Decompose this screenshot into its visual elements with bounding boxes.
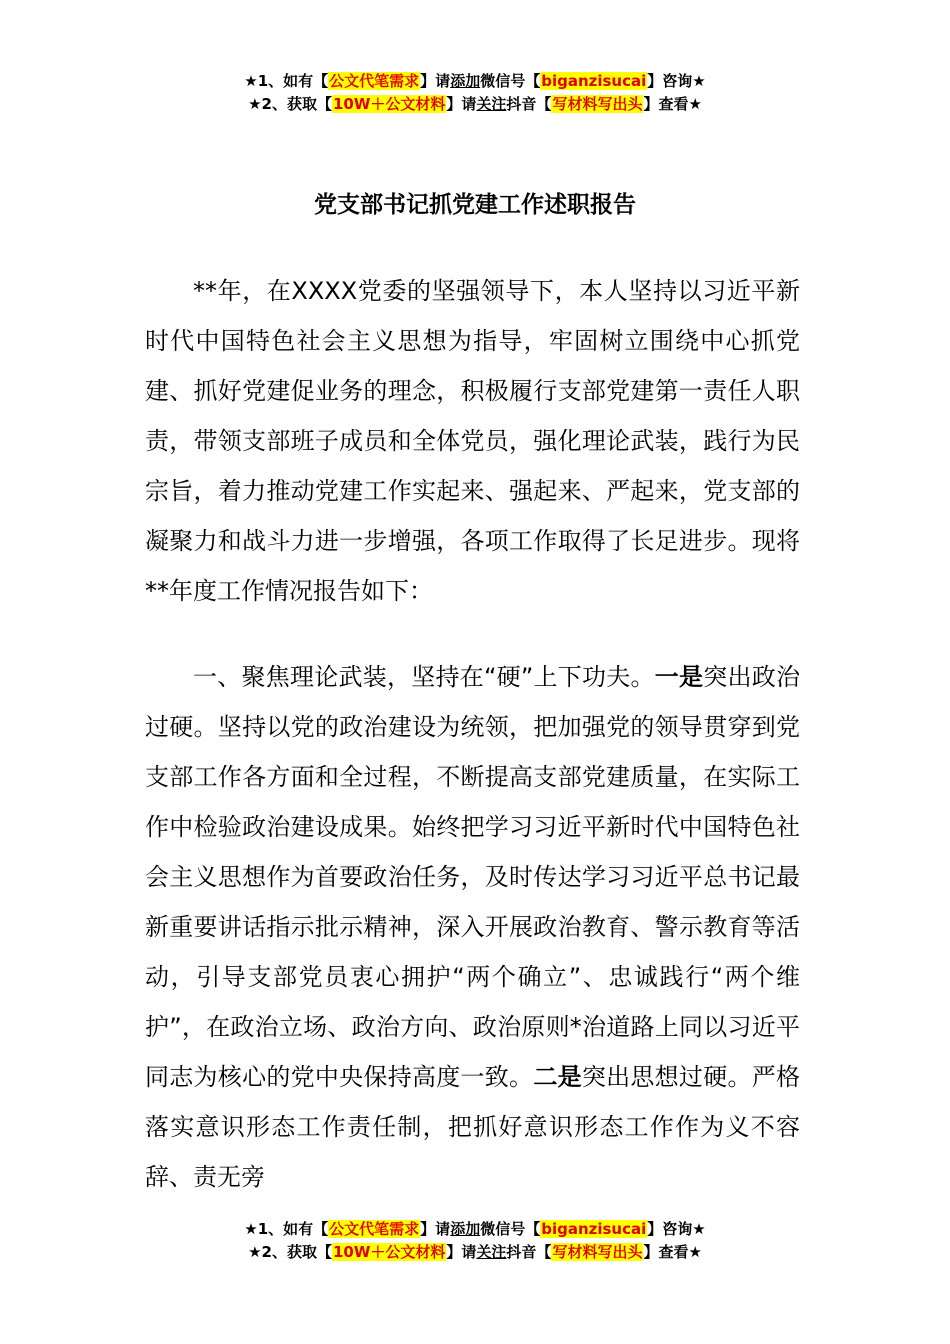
- document-title: 党支部书记抓党建工作述职报告: [314, 192, 636, 218]
- point-text-1: 突出政治过硬。坚持以党的政治建设为统领，把加强党的领导贯穿到党支部工作各方面和全过程，不断提高支部党建质量，在实际工作中检验政治建设成果。始终把学习习近平新时代中国特色社会主义思想作为首要政治任务，及时传达学习习近平总书记最新重要讲话指示批示精神，深入开展政治教育、警示教育等活动，引导支部党员衷心拥护“两个确立”、忠诚践行“两个维护”，在政治立场、政治方向、政治原则*治道路上同以习近平同志为核心的党中央保持高度一致。: [145, 663, 801, 1091]
- banner-line-2: [0, 93, 950, 116]
- banner-text: 】请: [420, 1220, 451, 1238]
- banner-underlined: 添加: [450, 1220, 481, 1238]
- section-heading: 一、聚焦理论武装，坚持在“硬”上下功夫。: [193, 663, 655, 691]
- point-text-2: 突出思想过硬。严格落实意识形态工作责任制，把抓好意识形态工作作为义不容辞、责无旁: [145, 1063, 801, 1191]
- banner-text: 】咨询★: [647, 72, 706, 90]
- banner-highlight: 公文代笔需求: [329, 1220, 420, 1238]
- banner-text: ★2、获取【: [248, 1243, 332, 1261]
- banner-highlight: 公文代笔需求: [329, 72, 420, 90]
- banner-text: 】请: [446, 1243, 477, 1261]
- top-banner: [0, 70, 950, 116]
- banner-text: ★1、如有【: [244, 1220, 329, 1238]
- banner-highlight: 写材料写出头: [552, 95, 643, 113]
- banner-line-1: [0, 70, 950, 93]
- banner-text: 微信号【: [480, 1220, 541, 1238]
- bottom-banner: [0, 1218, 950, 1264]
- banner-underlined: 关注: [476, 95, 507, 113]
- paragraph-intro: **年，在XXXX党委的坚强领导下，本人坚持以习近平新时代中国特色社会主义思想为指导，牢固树立围绕中心抓党建、抓好党建促业务的理念，积极履行支部党建第一责任人职责，带领支部班子成员和全体党员，强化理论武装，践行为民宗旨，着力推动党建工作实起来、强起来、严起来，党支部的凝聚力和战斗力进一步增强，各项工作取得了长足进步。现将**年度工作情况报告如下：: [145, 277, 800, 605]
- banner-highlight: 写材料写出头: [552, 1243, 643, 1261]
- banner-line-2: [0, 1241, 950, 1264]
- banner-text: 】请: [420, 72, 451, 90]
- banner-text: 抖音【: [506, 95, 552, 113]
- banner-text: 】咨询★: [647, 1220, 706, 1238]
- banner-highlight: biganzisucai: [541, 72, 647, 90]
- point-label-2: 二是: [533, 1063, 582, 1091]
- banner-line-1: [0, 1218, 950, 1241]
- banner-text: 抖音【: [506, 1243, 552, 1261]
- banner-underlined: 关注: [476, 1243, 507, 1261]
- banner-text: ★2、获取【: [248, 95, 332, 113]
- banner-text: 】查看★: [643, 1243, 702, 1261]
- banner-highlight: 10W＋公文材料: [332, 95, 446, 113]
- banner-text: ★1、如有【: [244, 72, 329, 90]
- banner-text: 】查看★: [643, 95, 702, 113]
- banner-text: 】请: [446, 95, 477, 113]
- banner-highlight: 10W＋公文材料: [332, 1243, 446, 1261]
- paragraph-section-1: [145, 652, 800, 1202]
- point-label-1: 一是: [654, 663, 704, 691]
- banner-underlined: 添加: [450, 72, 481, 90]
- banner-text: 微信号【: [480, 72, 541, 90]
- banner-highlight: biganzisucai: [541, 1220, 647, 1238]
